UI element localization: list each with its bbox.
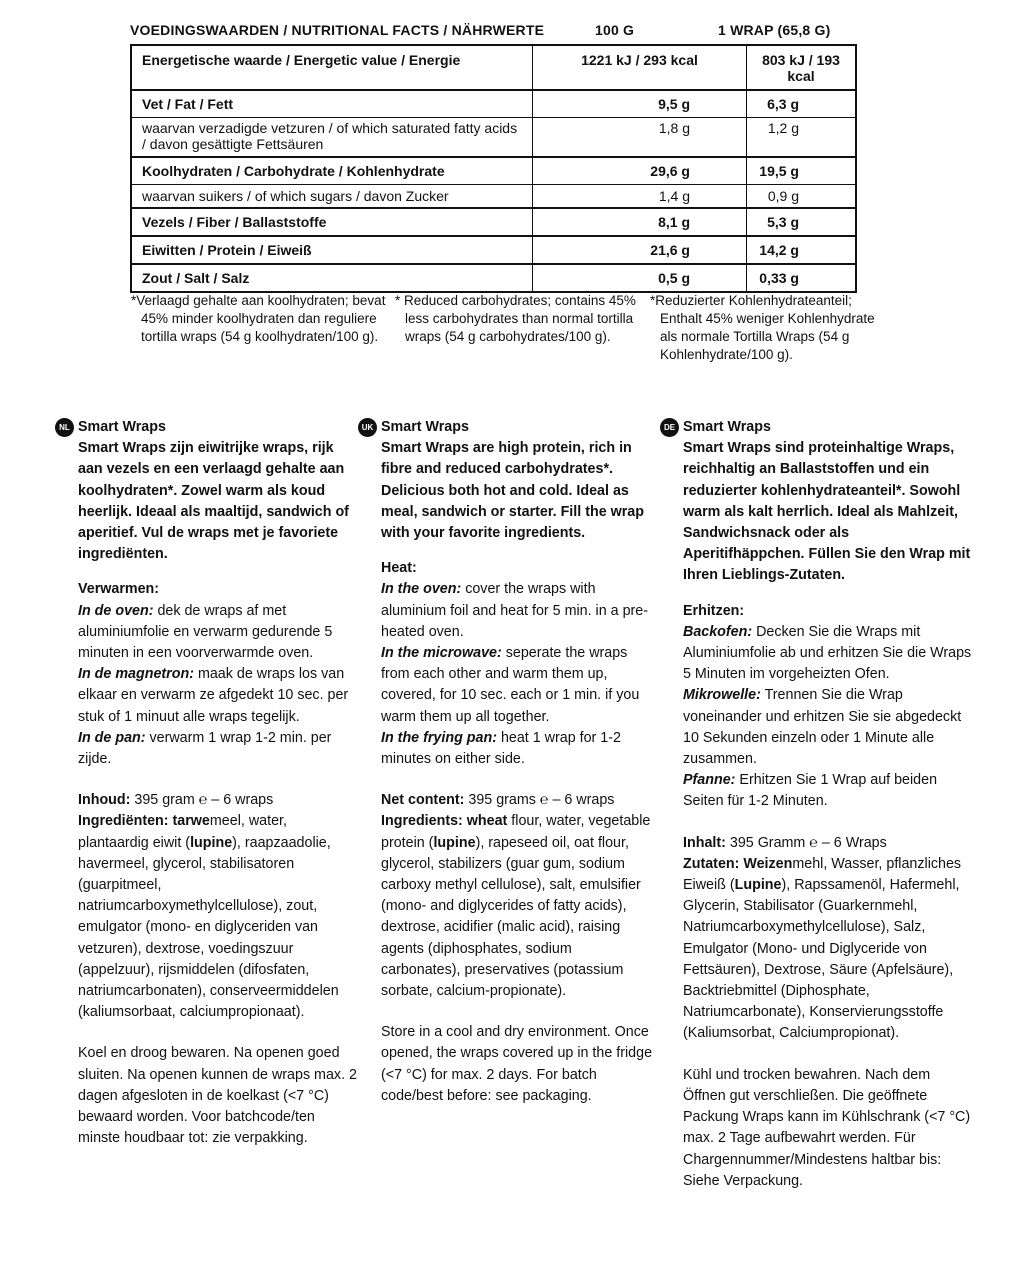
ingredients-label: Ingrediënten: <box>78 813 173 830</box>
row-label: Koolhydraten / Carbohydrate / Kohlenhydrate <box>131 157 533 185</box>
title-text: Smart Wraps <box>78 419 166 435</box>
column-en <box>361 417 653 1107</box>
table-row-carbohydrate <box>131 157 856 185</box>
row-value-wrap: 0,9 g <box>747 185 857 209</box>
table-row-energy <box>131 45 856 90</box>
heat-title: Verwarmen: <box>78 581 160 598</box>
content-text: 395 gram ℮ – 6 wraps <box>130 792 274 809</box>
storage-text: Kühl und trocken bewahren. Nach dem Öffnen gut verschließen. Die geöffnete Packung Wraps kann im Kühlschrank (<7 °C) max. 2 Tage aufbewahrt werden. Für Chargennummer/Mindestens haltbar bis: Siehe Verpackung. <box>683 1066 971 1189</box>
row-value-100g: 8,1 g <box>533 208 747 236</box>
row-value-wrap: 14,2 g <box>747 236 857 264</box>
row-label: waarvan suikers / of which sugars / davon Zucker <box>131 185 533 209</box>
intro-text: Smart Wraps are high protein, rich in fibre and reduced carbohydrates*. Delicious both hot and cold. Ideal as meal, sandwich or starter. Fill the wrap with your favorite ingredients. <box>381 440 644 542</box>
oven-instruction <box>381 579 653 643</box>
row-value-wrap: 19,5 g <box>747 157 857 185</box>
row-value-100g: 21,6 g <box>533 236 747 264</box>
microwave-label: In the microwave: <box>381 645 502 662</box>
ingredients <box>683 854 973 1045</box>
net-content <box>381 790 653 811</box>
row-value-100g: 29,6 g <box>533 157 747 185</box>
allergen-wheat: Weizen <box>743 855 793 872</box>
content-label: Inhoud: <box>78 792 131 809</box>
footnote-nl: *Verlaagd gehalte aan koolhydraten; bevat 45% minder koolhydraten dan reguliere tortilla wraps (54 g koolhydraten/100 g). <box>131 293 386 344</box>
footnote-en: * Reduced carbohydrates; contains 45% less carbohydrates than normal tortilla wraps (54 g carbohydrates/100 g). <box>395 293 636 344</box>
de-flag-icon: DE <box>660 418 679 437</box>
oven-label: Backofen: <box>683 623 753 640</box>
table-row-saturated-fat <box>131 118 856 158</box>
microwave-label: In de magnetron: <box>78 666 194 683</box>
intro-text: Smart Wraps zijn eiwitrijke wraps, rijk aan vezels en een verlaagd gehalte aan koolhydraten*. Zowel warm als koud heerlijk. Ideaal als maaltijd, sandwich of aperitief. Vul de wraps met je favoriete ingrediënten. <box>78 440 349 563</box>
column-nl <box>59 417 358 1150</box>
intro-text: Smart Wraps sind proteinhaltige Wraps, reichhaltig an Ballaststoffen und ein reduzierter kohlenhydrateanteil*. Sowohl warm als kalt herrlich. Ideal als Mahlzeit, Sandwichsnack oder als Aperitifhäppchen. Füllen Sie den Wrap mit Ihren Lieblings-Zutaten. <box>683 440 971 584</box>
table-row-sugars <box>131 185 856 209</box>
row-value-100g: 0,5 g <box>533 264 747 292</box>
allergen-wheat: tarwe <box>172 813 210 830</box>
row-value-100g: 1221 kJ / 293 kcal <box>533 45 747 90</box>
ingredients-label: Zutaten: <box>683 855 744 872</box>
ingredients <box>78 811 358 1023</box>
microwave-instruction <box>78 664 358 728</box>
row-label: Zout / Salt / Salz <box>131 264 533 292</box>
row-value-100g: 1,4 g <box>533 185 747 209</box>
table-row-fat <box>131 90 856 118</box>
column-header-wrap: 1 WRAP (65,8 G) <box>718 22 831 38</box>
oven-text: cover the wraps with aluminium foil and heat for 5 min. in a pre-heated oven. <box>381 581 649 640</box>
content-text: 395 Gramm ℮ – 6 Wraps <box>725 834 887 851</box>
title-text: Smart Wraps <box>683 419 771 435</box>
section-title <box>663 417 973 438</box>
microwave-text: maak de wraps los van elkaar en verwarm ze afgedekt 10 sec. per stuk of 1 minuut alle wraps tegelijk. <box>78 666 349 725</box>
column-de <box>663 417 973 1192</box>
section-title <box>59 417 358 438</box>
table-row-salt <box>131 264 856 292</box>
nutrition-table <box>130 44 857 293</box>
row-value-100g: 1,8 g <box>533 118 747 158</box>
net-content <box>78 790 358 811</box>
storage-text: Store in a cool and dry environment. Once opened, the wraps covered up in the fridge (<7 °C) for max. 2 days. For batch code/best before: see packaging. <box>381 1024 653 1104</box>
content-text: 395 grams ℮ – 6 wraps <box>464 792 615 809</box>
table-row-fiber <box>131 208 856 236</box>
content-label: Inhalt: <box>683 834 726 851</box>
row-value-100g: 9,5 g <box>533 90 747 118</box>
allergen-lupine: lupine <box>190 834 233 851</box>
ingredients <box>381 811 653 1002</box>
row-value-wrap: 5,3 g <box>747 208 857 236</box>
oven-instruction <box>683 622 973 686</box>
pan-label: Pfanne: <box>683 772 736 789</box>
net-content <box>683 833 973 854</box>
ingredients-label: Ingredients: <box>381 813 467 830</box>
ingredients-text-2: ), rapeseed oil, oat flour, glycerol, stabilizers (guar gum, sodium carboxy methyl cellulose), salt, emulsifier (mono- and diglycerides of fatty acids), dextrose, acidifier (malic acid), raising agents (diphosphates, sodium carbonates), preservatives (potassium sorbate, calcium-propionate). <box>381 834 641 1000</box>
nutrition-title: VOEDINGSWAARDEN / NUTRITIONAL FACTS / NÄHRWERTE <box>130 22 545 38</box>
ingredients-text-1: meel, water, plantaardig eiwit ( <box>78 813 287 851</box>
ingredients-text-1: mehl, Wasser, pflanzliches Eiweiß ( <box>683 855 962 894</box>
pan-label: In the frying pan: <box>381 729 497 746</box>
footnote-de: *Reduzierter Kohlenhydrateanteil; Enthalt 45% weniger Kohlenhydrate als normale Tortilla Wraps (54 g Kohlenhydrate/100 g). <box>650 293 875 362</box>
pan-text: heat 1 wrap for 1-2 minutes on either side. <box>381 729 621 768</box>
pan-label: In de pan: <box>78 729 146 746</box>
heat-title: Erhitzen: <box>683 602 745 619</box>
microwave-instruction <box>381 643 653 728</box>
ingredients-text-2: ), raapzaadolie, havermeel, glycerol, stabilisatoren (guarpitmeel, natriumcarboxymethylcellulose), zout, emulgator (mono- en diglyceriden van vetzuren), dextrose, voedingszuur (appelzuur), rijsmiddelen (difosfaten, natriumcarbonaten), conserveermiddelen (kaliumsorbaat, calciumpropionaat). <box>78 834 339 1021</box>
row-label: Vet / Fat / Fett <box>131 90 533 118</box>
oven-text: dek de wraps af met aluminiumfolie en verwarm gedurende 5 minuten in een voorverwarmde oven. <box>78 602 333 662</box>
row-label: Eiwitten / Protein / Eiweiß <box>131 236 533 264</box>
allergen-lupine: Lupine <box>734 877 782 894</box>
section-title <box>361 417 653 438</box>
pan-text: Erhitzen Sie 1 Wrap auf beiden Seiten für 1-2 Minuten. <box>683 772 938 810</box>
row-value-wrap: 1,2 g <box>747 118 857 158</box>
oven-label: In de oven: <box>78 602 154 619</box>
microwave-text: Trennen Sie die Wrap voneinander und erhitzen Sie sie abgedeckt 10 Sekunden einzeln oder 1 Minute alle zusammen. <box>683 687 962 768</box>
row-value-wrap: 0,33 g <box>747 264 857 292</box>
heat-title: Heat: <box>381 560 417 577</box>
microwave-text: seperate the wraps from each other and warm them up, covered, for 10 sec. each or 1 min. if you warm them up all together. <box>381 645 640 725</box>
oven-text: Decken Sie die Wraps mit Aluminiumfolie ab und erhitzen Sie die Wraps 5 Minuten im vorgeheizten Ofen. <box>683 623 972 683</box>
pan-instruction <box>78 728 358 770</box>
row-label: Vezels / Fiber / Ballaststoffe <box>131 208 533 236</box>
title-text: Smart Wraps <box>381 419 469 435</box>
pan-instruction <box>381 728 653 770</box>
uk-flag-icon: UK <box>358 418 377 437</box>
oven-instruction <box>78 601 358 665</box>
nutrition-header <box>130 20 860 42</box>
microwave-label: Mikrowelle: <box>683 687 761 704</box>
pan-instruction <box>683 770 973 812</box>
nl-flag-icon: NL <box>55 418 74 437</box>
row-value-wrap: 6,3 g <box>747 90 857 118</box>
microwave-instruction <box>683 685 973 770</box>
storage-text: Koel en droog bewaren. Na openen goed sluiten. Na openen kunnen de wraps max. 2 dagen afgesloten in de koelkast (<7 °C) bewaard worden. Voor batchcode/ten minste houdbaar tot: zie verpakking. <box>78 1045 357 1147</box>
ingredients-text-2: ), Rapssamenöl, Hafermehl, Glycerin, Stabilisator (Guarkernmehl, Natriumcarboxymethylcellulose), Salz, Emulgator (Mono- und Diglyceride von Fettsäuren), Dextrose, Säure (Apfelsäure), Backtriebmittel (Diphosphate, Natriumcarbonate), Konservierungsstoffe (Kaliumsorbat, Calciumpropionat). <box>683 877 960 1042</box>
content-label: Net content: <box>381 792 465 809</box>
row-label: waarvan verzadigde vetzuren / of which saturated fatty acids / davon gesättigte Fettsäuren <box>131 118 533 158</box>
allergen-wheat: wheat <box>466 813 508 830</box>
table-row-protein <box>131 236 856 264</box>
pan-text: verwarm 1 wrap 1-2 min. per zijde. <box>78 729 332 768</box>
column-header-100g: 100 G <box>595 22 635 38</box>
oven-label: In the oven: <box>381 581 462 598</box>
row-label: Energetische waarde / Energetic value / Energie <box>131 45 533 90</box>
row-value-wrap: 803 kJ / 193 kcal <box>747 45 857 90</box>
ingredients-text-1: flour, water, vegetable protein ( <box>381 813 651 851</box>
allergen-lupine: lupine <box>433 834 476 851</box>
